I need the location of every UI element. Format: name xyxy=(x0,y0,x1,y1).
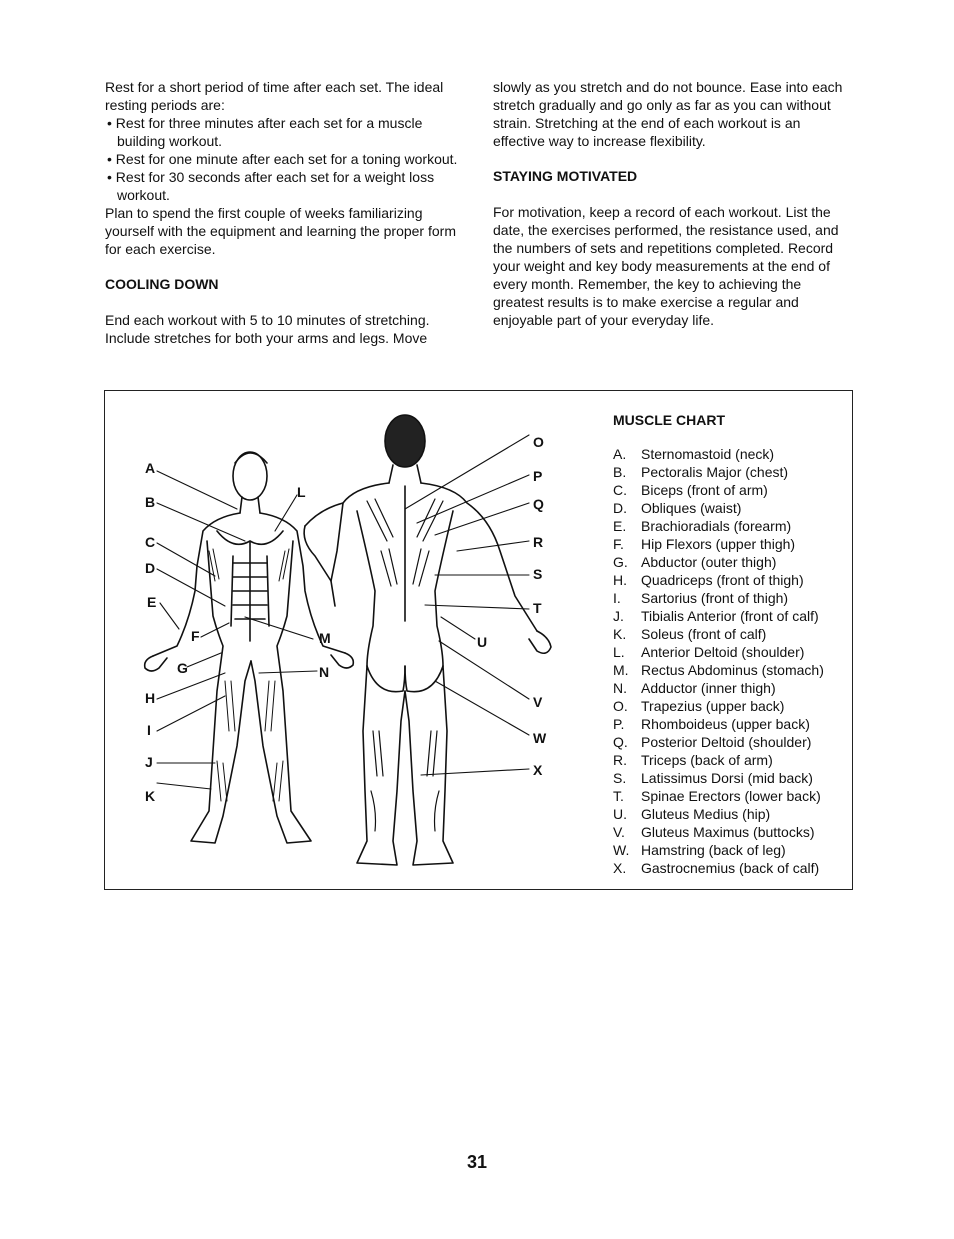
muscle-list-item xyxy=(613,805,853,823)
muscle-name: Spinae Erectors (lower back) xyxy=(641,788,821,804)
muscle-list-item xyxy=(613,697,853,715)
cooling-down-text: End each workout with 5 to 10 minutes of stretching. Include stretches for both your arms and legs. Move xyxy=(105,312,430,346)
figure-label-k: K xyxy=(145,788,156,804)
muscle-letter: S. xyxy=(613,770,627,786)
muscle-list-item xyxy=(613,787,853,805)
figure-label-o: O xyxy=(533,434,544,450)
muscle-name: Brachioradials (forearm) xyxy=(641,518,792,534)
muscle-letter: M. xyxy=(613,662,629,678)
figure-label-b: B xyxy=(145,494,156,510)
figure-label-n: N xyxy=(319,664,330,680)
plan-paragraph: Plan to spend the first couple of weeks familiarizing yourself with the equipment and learning the proper form for each exercise. xyxy=(105,205,456,257)
muscle-chart-box xyxy=(104,390,853,890)
back-figure xyxy=(304,415,551,865)
figure-label-q: Q xyxy=(533,496,544,512)
figure-label-u: U xyxy=(477,634,488,650)
muscle-name: Quadriceps (front of thigh) xyxy=(641,572,804,588)
rest-bullet-toning: • Rest for one minute after each set for a toning workout. xyxy=(107,151,458,167)
muscle-name: Biceps (front of arm) xyxy=(641,482,768,498)
muscle-chart-title: MUSCLE CHART xyxy=(613,412,725,428)
muscle-letter: J. xyxy=(613,608,624,624)
muscle-letter: K. xyxy=(613,626,627,642)
muscle-list-item xyxy=(613,445,853,463)
muscle-list-item xyxy=(613,589,853,607)
muscle-list-item xyxy=(613,841,853,859)
staying-motivated-heading: STAYING MOTIVATED xyxy=(493,168,638,184)
muscle-name: Gluteus Medius (hip) xyxy=(641,806,771,822)
figure-label-g: G xyxy=(177,660,188,676)
left-column xyxy=(105,78,465,347)
muscle-name: Sternomastoid (neck) xyxy=(641,446,775,462)
figure-label-f: F xyxy=(191,628,200,644)
muscle-name: Rhomboideus (upper back) xyxy=(641,716,810,732)
figure-label-s: S xyxy=(533,566,543,582)
muscle-letter: N. xyxy=(613,680,627,696)
muscle-name: Hamstring (back of leg) xyxy=(641,842,786,858)
right-column xyxy=(493,78,853,329)
muscle-letter: X. xyxy=(613,860,627,876)
muscle-letter: Q. xyxy=(613,734,628,750)
figure-label-j: J xyxy=(145,754,153,770)
muscle-list-item xyxy=(613,733,853,751)
stretch-paragraph: slowly as you stretch and do not bounce. Ease into each stretch gradually and go only as far as you can without strain. Stretching at the end of each workout is an effective way to increase flexibility. xyxy=(493,79,843,149)
muscle-name: Posterior Deltoid (shoulder) xyxy=(641,734,812,750)
figure-label-e: E xyxy=(147,594,157,610)
muscle-letter: E. xyxy=(613,518,627,534)
muscle-letter: A. xyxy=(613,446,627,462)
muscle-list-item xyxy=(613,643,853,661)
muscle-name: Latissimus Dorsi (mid back) xyxy=(641,770,813,786)
muscle-name: Trapezius (upper back) xyxy=(641,698,785,714)
muscle-list-item xyxy=(613,751,853,769)
muscle-letter: G. xyxy=(613,554,628,570)
muscle-letter: W. xyxy=(613,842,630,858)
muscle-letter: C. xyxy=(613,482,627,498)
muscle-name: Anterior Deltoid (shoulder) xyxy=(641,644,805,660)
muscle-name: Pectoralis Major (chest) xyxy=(641,464,789,480)
muscle-list-item xyxy=(613,715,853,733)
muscle-list-item xyxy=(613,823,853,841)
muscle-letter: O. xyxy=(613,698,628,714)
muscle-name: Gastrocnemius (back of calf) xyxy=(641,860,820,876)
figure-label-m: M xyxy=(319,630,331,646)
figure-label-r: R xyxy=(533,534,544,550)
figure-label-v: V xyxy=(533,694,543,710)
figure-label-x: X xyxy=(533,762,543,778)
muscle-list-item xyxy=(613,679,853,697)
muscle-list-item xyxy=(613,661,853,679)
muscle-name: Triceps (back of arm) xyxy=(641,752,773,768)
muscle-list-item xyxy=(613,625,853,643)
muscle-letter: P. xyxy=(613,716,625,732)
figure-label-d: D xyxy=(145,560,156,576)
muscle-list-item xyxy=(613,499,853,517)
muscle-letter: B. xyxy=(613,464,627,480)
figure-label-h: H xyxy=(145,690,156,706)
muscle-letter: I. xyxy=(613,590,621,606)
muscle-list xyxy=(613,445,853,877)
muscle-list-item xyxy=(613,535,853,553)
muscle-name: Rectus Abdominus (stomach) xyxy=(641,662,824,678)
muscle-letter: R. xyxy=(613,752,627,768)
muscle-name: Sartorius (front of thigh) xyxy=(641,590,789,606)
muscle-name: Abductor (outer thigh) xyxy=(641,554,777,570)
muscle-letter: H. xyxy=(613,572,627,588)
muscle-chart-legend xyxy=(613,411,853,877)
figure-label-p: P xyxy=(533,468,543,484)
cooling-down-heading: COOLING DOWN xyxy=(105,276,219,292)
muscle-letter: T. xyxy=(613,788,624,804)
muscle-name: Obliques (waist) xyxy=(641,500,742,516)
muscle-list-item xyxy=(613,859,853,877)
muscle-name: Soleus (front of calf) xyxy=(641,626,767,642)
muscle-list-item xyxy=(613,571,853,589)
muscle-list-item xyxy=(613,517,853,535)
muscle-letter: L. xyxy=(613,644,625,660)
muscle-letter: D. xyxy=(613,500,627,516)
muscle-letter: F. xyxy=(613,536,624,552)
figure-label-i: I xyxy=(147,722,151,738)
muscle-list-item xyxy=(613,607,853,625)
figure-label-c: C xyxy=(145,534,156,550)
figure-label-w: W xyxy=(533,730,547,746)
figure-label-l: L xyxy=(297,484,306,500)
muscle-figures-illustration xyxy=(105,391,605,888)
muscle-letter: V. xyxy=(613,824,625,840)
muscle-list-item xyxy=(613,463,853,481)
rest-bullet-weight-loss: • Rest for 30 seconds after each set for a weight loss workout. xyxy=(107,169,435,203)
muscle-list-item xyxy=(613,553,853,571)
rest-intro: Rest for a short period of time after each set. The ideal resting periods are: xyxy=(105,79,444,113)
muscle-list-item xyxy=(613,481,853,499)
muscle-list-item xyxy=(613,769,853,787)
figure-label-a: A xyxy=(145,460,156,476)
figure-label-t: T xyxy=(533,600,542,616)
rest-bullet-muscle: • Rest for three minutes after each set for a muscle building workout. xyxy=(107,115,423,149)
motivation-paragraph: For motivation, keep a record of each workout. List the date, the exercises performed, the resistance used, and the numbers of sets and repetitions completed. Record your weight and key body measurements at the end of every month. Remember, the key to achieving the greatest results is to make exercise a regular and enjoyable part of your everyday life. xyxy=(493,204,839,328)
muscle-name: Hip Flexors (upper thigh) xyxy=(641,536,796,552)
muscle-name: Gluteus Maximus (buttocks) xyxy=(641,824,815,840)
muscle-letter: U. xyxy=(613,806,627,822)
muscle-name: Adductor (inner thigh) xyxy=(641,680,776,696)
page-number: 31 xyxy=(466,1152,488,1172)
muscle-name: Tibialis Anterior (front of calf) xyxy=(641,608,819,624)
